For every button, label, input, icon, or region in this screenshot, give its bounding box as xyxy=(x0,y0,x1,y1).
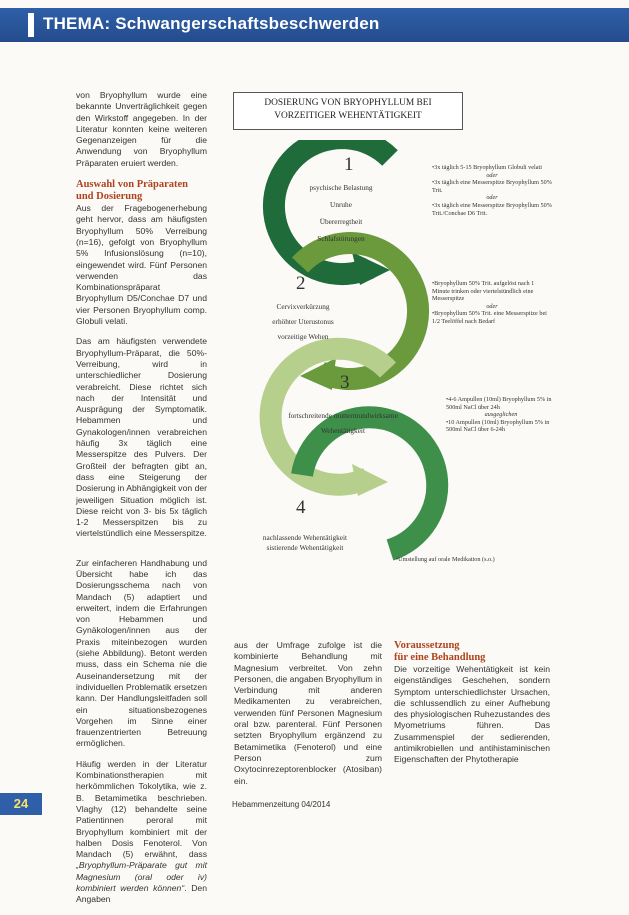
paragraph: Aus der Fragebogenerhebung geht hervor, dass am häufigsten Bryophyllum 50% Verreibung (n=16), gefolgt von Bryophyllum 5% Infusionslösung (n=10), eingewendet wird. Fünf Personen verwenden das Kombinationspräparat Bryophyllum D5/Conchae D7 und vier Personen Bryophyllum comp. Globuli velati. xyxy=(76,203,207,327)
step-4-dosage xyxy=(396,556,506,564)
paragraph-text: . Den Angaben xyxy=(76,883,207,905)
step-2-line: Cervixverkürzung xyxy=(276,302,330,311)
dosage-line: •10 Ampullen (10ml) Bryophyllum 5% in 500ml NaCl über 6-24h xyxy=(446,418,550,434)
step-4-number: 4 xyxy=(296,497,306,518)
figure-title-text: DOSIERUNG VON BRYOPHYLLUM BEI VORZEITIGER WEHENTÄTIGKEIT xyxy=(264,98,432,121)
section-heading: Voraussetzung xyxy=(394,640,460,651)
publication-name: Hebammenzeitung 04/2014 xyxy=(232,800,331,809)
step-2-line: erhöhter Uterustonus xyxy=(272,317,334,326)
left-column xyxy=(76,90,207,915)
paragraph xyxy=(76,759,207,906)
paragraph: Das am häufigsten verwendete Bryophyllum-Präparat, die 50%-Verreibung, wird in unterschiedlicher Dosierung verabreicht. Diese richtet sich nach der Intensität und Ausprägung der Symptomatik. Hebammen und Gynakologen/innen verabreichen häufig 3x täglich eine Messerspitze des Pulvers. Der Großteil der befragten gibt an, dass eine Steigerung der Dosierung in Abhängigkeit von der jeweiligen Situation möglich ist. Diese reicht von 3- bis 5x täglich 1-2 Messerspitzen bis zu viertelstündlich eine Messerspitze. xyxy=(76,336,207,539)
step-3-arrow xyxy=(352,464,388,496)
dosage-line: •3x täglich eine Messerspitze Bryophyllum 50% Trit. xyxy=(432,179,552,194)
step-1-number: 1 xyxy=(344,154,354,175)
intro-paragraph: von Bryophyllum wurde eine bekannte Unverträglichkeit gegen den Wirkstoff angegeben. In der Literatur konnten keine weiteren Gegenanzeigen für die Anwendung von Bryophyllum Präparaten eruiert werden. xyxy=(76,90,207,168)
step-3-label xyxy=(282,411,404,436)
section-heading-2: und Dosierung xyxy=(76,191,143,203)
right-column xyxy=(394,640,550,775)
header-accent xyxy=(28,13,34,37)
paragraph: aus der Umfrage zufolge ist die kombinierte Behandlung mit Magnesium verbreitet. Von zehn Personen, die angaben Bryophyllum in Verbindung mit anderen Medikamenten zu verabreichen, verwenden fünf Personen Magnesium oral bzw. parenteral. Fünf Personen setzten Bryophyllum ergänzend zu Betamimetika (Fenoterol) und eine Person zum Oxytocinrezeptorenblocker (Atosiban) ein. xyxy=(234,640,382,786)
dosage-line: •3x täglich eine Messerspitze Bryophyllum 50% Trit./Conchae D6 Trit. xyxy=(432,201,552,217)
quote: „Bryophyllum-Präparate gut mit Magnesium (oral oder iv) kombiniert werden können“ xyxy=(76,860,207,893)
step-2-number: 2 xyxy=(296,273,306,294)
page-number: 24 xyxy=(0,793,42,815)
step-1-line: Unruhe xyxy=(330,200,352,209)
dosage-line: •Umstellung auf orale Medikation (s.o.) xyxy=(396,556,495,563)
step-1-label xyxy=(296,183,386,244)
paragraph: Die vorzeitige Wehentätigkeit ist kein eigenständiges Geschehen, sondern Symptom unterschiedlichster Ursachen, die schlussendlich zu einer Aufhebung des physiologischen Ruhezustandes des Myometriums führen. Das Zusammenspiel der sedierenden, antimikrobiellen und antihistaminischen Eigenschaften der Phytotherapie xyxy=(394,664,550,765)
section-heading-2: für eine Behandlung xyxy=(394,652,486,663)
dosage-line: •3x täglich 5-15 Bryophyllum Globuli velati xyxy=(432,164,542,171)
step-1-line: psychische Belastung xyxy=(309,183,373,192)
dosage-line: •4-6 Ampullen (10ml) Bryophyllum 5% in 500ml NaCl über 24h xyxy=(446,396,552,411)
step-4-line: sistierende Wehentätigkeit xyxy=(266,543,344,552)
step-3-line: Wehentätigkeit xyxy=(321,426,365,435)
dosage-line: •Bryophyllum 50% Trit. eine Messerspitze bei 1/2 Teelöffel nach Bedarf xyxy=(432,310,547,325)
step-1-dosage xyxy=(432,164,552,217)
topic-title: THEMA: Schwangerschaftsbeschwerden xyxy=(43,14,380,33)
step-1-line: Übererregtheit xyxy=(319,217,363,226)
dosage-line: oder xyxy=(486,171,498,179)
step-2-dosage xyxy=(432,280,552,326)
step-3-number: 3 xyxy=(340,372,350,393)
step-4-label xyxy=(250,533,360,553)
topic-header-bar xyxy=(0,8,629,42)
dosage-line: oder xyxy=(486,194,498,202)
step-2-line: vorzeitige Wehen xyxy=(277,332,329,341)
step-4-line: nachlassende Wehentätigkeit xyxy=(262,533,348,542)
paragraph: Zur einfacheren Handhabung und Übersicht habe ich das Dosierungsschema nach von Mandach (5) adaptiert und erweitert, indem die Erfahrungen von Hebammen und Gynäkologen/innen aus der Praxis miteinbezogen wurden (siehe Abbildung). Betont werden muss, dass ein Schema nie die Auseinandersetzung mit der individuellen Problematik ersetzen kann. Der Handlungsleitfaden soll ein situationsbezogenes Vorgehen im Sinne einer frauenzentrierten Betreuung ermöglichen. xyxy=(76,557,207,749)
paragraph-text: Häufig werden in der Literatur Kombinationstherapien mit herkömmlichen Tokolytika, wie z. B. Betamimetika beschrieben. Vlaghy (12) behandelte seine Patientinnen peroral mit Bryophyllum kombiniert mit der halben Dosis Fenoterol. Von Mandach (5) erwähnt, dass xyxy=(76,758,207,860)
dosage-line: •Bryophyllum 50% Trit. aufgelöst nach 1 Minute trinken oder viertelstündlich eine Messerspitze xyxy=(432,280,535,303)
middle-column xyxy=(234,640,382,796)
step-3-line: fortschreitende muttermundwirksame xyxy=(288,411,398,420)
dosage-line: ausgeglichen xyxy=(484,411,518,419)
step-1-line: Schlafstörungen xyxy=(317,234,365,243)
section-heading: Auswahl von Präparaten xyxy=(76,179,189,191)
step-2-label xyxy=(258,302,348,342)
step-3-dosage xyxy=(446,396,556,434)
figure-title xyxy=(233,92,463,130)
dosage-line: oder xyxy=(486,302,498,310)
